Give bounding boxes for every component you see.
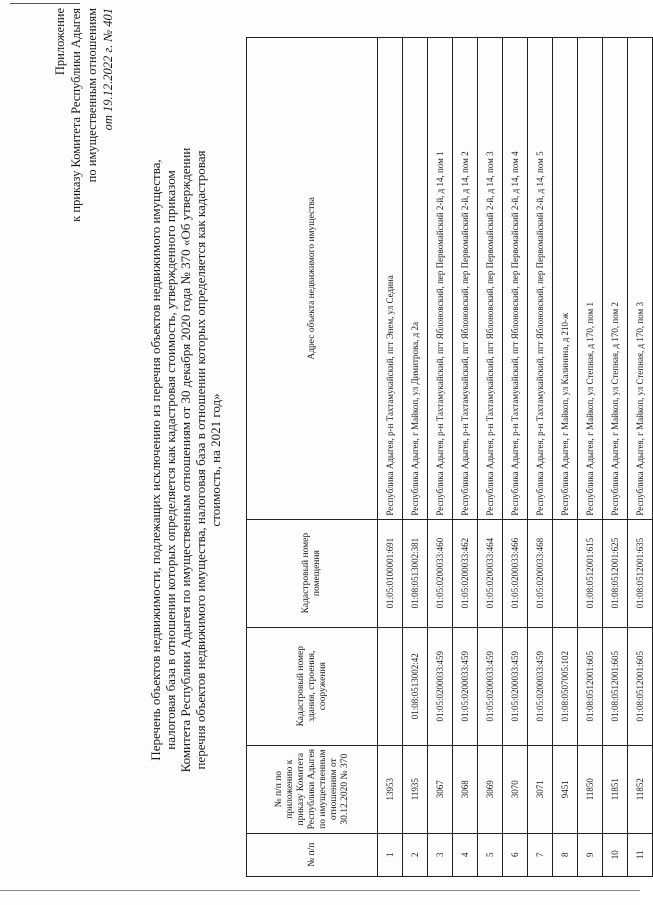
premises-cadastral-cell: 01:05:0200033:468 (528, 519, 553, 627)
row-number-cell: 4 (453, 833, 478, 876)
appendix-number-cell: 13953 (378, 745, 403, 833)
table-row (578, 38, 603, 877)
premises-cadastral-cell (553, 519, 578, 627)
table-header-row (247, 38, 378, 877)
table-row (603, 38, 628, 877)
table-row (628, 38, 653, 877)
building-cadastral-cell: 01:08:0507005:102 (553, 627, 578, 745)
address-cell: Республика Адыгея, г Майкоп, ул Степная, д 170, пом 2 (603, 38, 628, 520)
appendix-number-cell: 11850 (578, 745, 603, 833)
table-row (403, 38, 428, 877)
building-cadastral-cell: 01:05:0200033:459 (503, 627, 528, 745)
row-number-cell: 5 (478, 833, 503, 876)
title-line: Комитета Республики Адыгея по имущественным отношениям от 30 декабря 2020 года № 370 «Об утверждении (178, 147, 193, 773)
address-cell: Республика Адыгея, р-н Тахтамукайский, пгт Энем, ул Седина (378, 38, 403, 520)
row-number-cell: 2 (403, 833, 428, 876)
premises-cadastral-cell: 01:08:0512001:625 (603, 519, 628, 627)
address-cell: Республика Адыгея, р-н Тахтамукайский, пгт Яблоновский, пер Первомайский 2-й, д 14, пом 5 (528, 38, 553, 520)
building-cadastral-cell (378, 627, 403, 745)
premises-cadastral-cell: 01:08:0513002:381 (403, 519, 428, 627)
row-number-cell: 10 (603, 833, 628, 876)
row-number-cell: 6 (503, 833, 528, 876)
address-cell: Республика Адыгея, р-н Тахтамукайский, пгт Яблоновский, пер Первомайский 2-й, д 14, пом 1 (428, 38, 453, 520)
appendix-header (52, 8, 116, 368)
header-appendix-number: № п/п по приложению к приказу Комитета Республики Адыгея по имущественным отношениям от 30.12.2020 № 370 (247, 745, 378, 833)
address-cell: Республика Адыгея, г Майкоп, ул Димитрова, д 2а (403, 38, 428, 520)
building-cadastral-cell: 01:05:0200033:459 (428, 627, 453, 745)
premises-cadastral-cell: 01:05:0200033:464 (478, 519, 503, 627)
title-line: стоимость, на 2021 год» (208, 393, 223, 527)
building-cadastral-cell: 01:05:0200033:459 (478, 627, 503, 745)
appendix-number-cell: 11852 (628, 745, 653, 833)
building-cadastral-cell: 01:05:0200033:459 (453, 627, 478, 745)
table-row (528, 38, 553, 877)
row-number-cell: 7 (528, 833, 553, 876)
building-cadastral-cell: 01:05:0200033:459 (528, 627, 553, 745)
table-row (503, 38, 528, 877)
building-cadastral-cell: 01:08:0512001:605 (603, 627, 628, 745)
address-cell: Республика Адыгея, р-н Тахтамукайский, пгт Яблоновский, пер Первомайский 2-й, д 14, пом 3 (478, 38, 503, 520)
appendix-number-cell: 9451 (553, 745, 578, 833)
appendix-number-cell: 3070 (503, 745, 528, 833)
document-title (148, 110, 223, 810)
address-cell: Республика Адыгея, г Майкоп, ул Калинина, д 210-ж (553, 38, 578, 520)
header-number: № п/п (247, 833, 378, 876)
building-cadastral-cell: 01:08:0513002:42 (403, 627, 428, 745)
table-row (453, 38, 478, 877)
appendix-label: Приложение (53, 8, 67, 76)
header-address: Адрес объекта недвижимого имущества (247, 38, 378, 520)
premises-cadastral-cell: 01:08:0512001:615 (578, 519, 603, 627)
appendix-committee: по имущественным отношениям (85, 8, 99, 183)
premises-cadastral-cell: 01:05:0200033:460 (428, 519, 453, 627)
address-cell: Республика Адыгея, р-н Тахтамукайский, пгт Яблоновский, пер Первомайский 2-й, д 14, пом 4 (503, 38, 528, 520)
building-cadastral-cell: 01:08:0512001:605 (578, 627, 603, 745)
premises-cadastral-cell: 01:08:0512001:635 (628, 519, 653, 627)
row-number-cell: 3 (428, 833, 453, 876)
appendix-number-cell: 3067 (428, 745, 453, 833)
appendix-number-cell: 3068 (453, 745, 478, 833)
appendix-number-cell: 11851 (603, 745, 628, 833)
address-cell: Республика Адыгея, р-н Тахтамукайский, пгт Яблоновский, пер Первомайский 2-й, д 14, пом 2 (453, 38, 478, 520)
header-building-cadastral: Кадастровый номер здания, строения, сооружения (247, 627, 378, 745)
appendix-number-cell: 3071 (528, 745, 553, 833)
title-line: перечня объектов недвижимого имущества, налоговая база в отношении которых определяется как кадастровая (193, 150, 208, 770)
premises-cadastral-cell: 01:05:0200033:462 (453, 519, 478, 627)
table-row (378, 38, 403, 877)
table-row (553, 38, 578, 877)
row-number-cell: 11 (628, 833, 653, 876)
title-line: Перечень объектов недвижимости, подлежащих исключению из перечня объектов недвижимого имущества, (148, 159, 163, 761)
address-cell: Республика Адыгея, г Майкоп, ул Степная, д 170, пом 1 (578, 38, 603, 520)
row-number-cell: 9 (578, 833, 603, 876)
table-row (478, 38, 503, 877)
row-number-cell: 1 (378, 833, 403, 876)
row-number-cell: 8 (553, 833, 578, 876)
title-line: налоговая база в отношении которых определяется как кадастровая стоимость, утвержденного приказом (163, 170, 178, 750)
premises-cadastral-cell: 01:05:0100001:691 (378, 519, 403, 627)
table-body (378, 38, 653, 877)
appendix-order-ref: к приказу Комитета Республики Адыгея (69, 8, 83, 222)
table-row (428, 38, 453, 877)
header-premises-cadastral: Кадастровый номер помещения (247, 519, 378, 627)
address-cell: Республика Адыгея, г Майкоп, ул Степная, д 170, пом 3 (628, 38, 653, 520)
appendix-number-cell: 3069 (478, 745, 503, 833)
building-cadastral-cell: 01:08:0512001:605 (628, 627, 653, 745)
appendix-number-cell: 11935 (403, 745, 428, 833)
objects-table (246, 37, 653, 877)
premises-cadastral-cell: 01:05:0200033:466 (503, 519, 528, 627)
appendix-date: от 19.12.2022 г. № 401 (101, 8, 115, 131)
